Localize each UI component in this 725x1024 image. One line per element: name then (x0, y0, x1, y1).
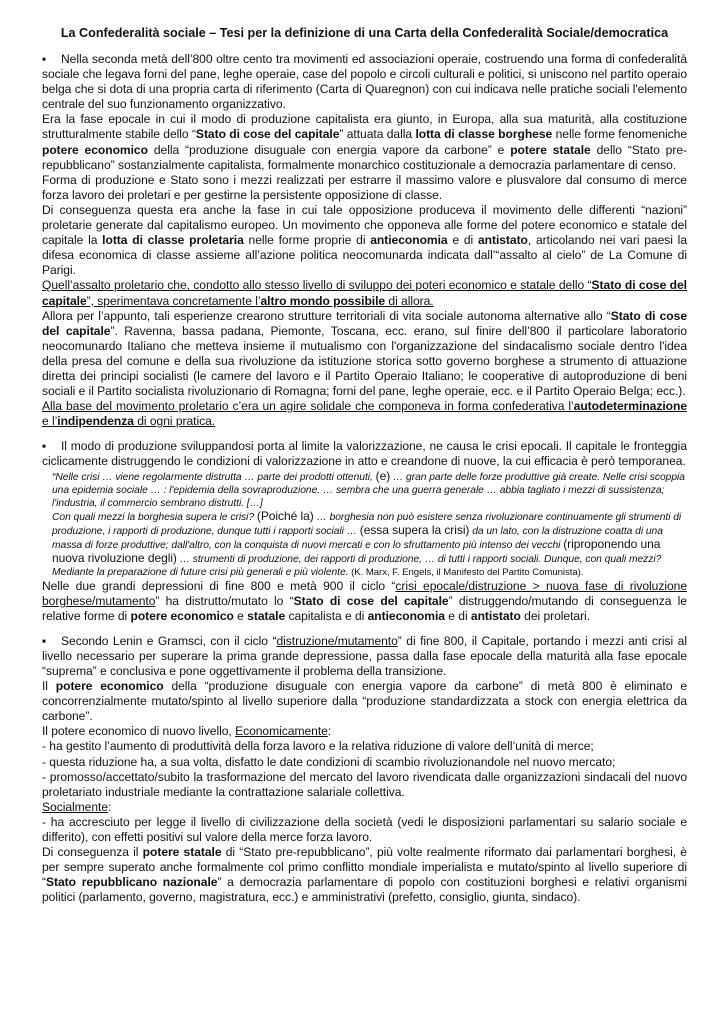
document-page (42, 26, 687, 906)
quote-source: (K. Marx, F. Engels, il Manifesto del Partito Comunista). (348, 566, 584, 578)
paragraph: Il potere economico di nuovo livello, Economicamente: (42, 724, 332, 739)
list-item: - questa riduzione ha, a sua volta, disfatto le date condizioni di scambio rivoluzionandole nel nuovo mercato; (42, 754, 616, 769)
paragraph: Di conseguenza questa era anche la fase in cui tale opposizione produceva il movimento delle differenti “nazioni” proletarie generate dal capitalismo europeo. Un movimento che opponeva alle forme del potere economico e statale del capitale la lotta di classe proletaria nelle forme proprie di antieconomia e di antistato, articolando nei vari paesi la difesa economica di classe assieme all’azione politica neocomunarda indicata dall’“assalto al cielo” de La Comune di Parigi. (42, 202, 687, 278)
paragraph-underlined: Quell’assalto proletario che, condotto allo stesso livello di sviluppo dei poteri economico e statale dello “Stato di cose del capitale”, sperimentava concretamente l’altro mondo possibile di allora. (42, 278, 687, 308)
paragraph: Forma di produzione e Stato sono i mezzi realizzati per estrarre il massimo valore e plusvalore dal consumo di merce forza lavoro dei proletari e per gestirne la persistente opposizione di classe. (42, 172, 687, 202)
list-item: - promosso/accettato/subito la trasformazione del mercato del lavoro rivendicata dalle organizzazioni sindacali del nuovo proletariato industriale mediante la contrattazione salariale collettiva. (42, 769, 687, 799)
paragraph: ▪ Nella seconda metà dell’800 oltre cento tra movimenti ed associazioni operaie, costruendo una forma di confederalità sociale che legava forni del pane, leghe operaie, case del popolo e circoli culturali e politici, si uniscono nel partito operaio belga che si dota di una propria carta di riferimento (Carta di Quaregnon) con cui indicava nelle pratiche sociali l'elemento centrale del suo funzionamento organizzativo. (42, 52, 687, 112)
bullet-icon: ▪ (42, 633, 47, 648)
bullet-icon: ▪ (42, 52, 47, 66)
paragraph: Socialmente: (42, 799, 112, 814)
document-title: La Confederalità sociale – Tesi per la definizione di una Carta della Confederalità Sociale/democratica (60, 26, 669, 40)
list-item: - ha accresciuto per legge il livello di civilizzazione della società (vedi le disposizioni parlamentari su salario sociale e differito), con effetti positivi sul valore della merce forza lavoro. (42, 814, 687, 845)
paragraph: Nelle due grandi depressioni di fine 800 e metà 900 il ciclo “crisi epocale/distruzione > nuova fase di rivoluzione borghese/mutamento” ha distrutto/mutato lo “Stato di cose del capitale” distruggendo/mutando di conseguenza le relative forme di potere economico e statale capitalista e di antieconomia e di antistato dei proletari. (42, 578, 687, 623)
paragraph: Di conseguenza il potere statale di “Stato pre-repubblicano”, più volte realmente riformato dai parlamentari borghesi, è per sempre superato anche formalmente col primo conflitto mondiale imperialista e mutato/spinto al livello superiore di “Stato repubblicano nazionale” a democrazia parlamentare di popolo con costituzioni borghesi e relativi organismi politici (parlamento, governo, magistratura, ecc.) e amministrativi (prefetto, consiglio, giunta, sindaco). (42, 845, 687, 905)
paragraph: ▪ Secondo Lenin e Gramsci, con il ciclo “distruzione/mutamento” di fine 800, il Capitale, portando i mezzi anti crisi al livello necessario per superare la prima grande depressione, passa dalla fase epocale della maturità alla fase epocale “suprema” e conclusiva e pone oggettivamente il problema della transizione. (42, 633, 687, 678)
paragraph: Allora per l’appunto, tali esperienze crearono strutture territoriali di vita sociale autonoma alternative allo “Stato di cose del capitale”. Ravenna, bassa padana, Piemonte, Toscana, ecc. erano, sul finire dell’800 il particolare laboratorio neocomunardo Italiano che metteva insieme il mutualismo con l'organizzazione del sindacalismo sociale dentro l'idea della presa del comune e della sua rivoluzione da istituzione storica sotto governo borghese a strumento di attuazione diretta dei principi socialisti (le camere del lavoro e il Partito Operaio Italiano; le cooperative di autoproduzione di beni sociali e il Partito socialista rivoluzionario di Romagna; forni del pane, leghe operaie, ecc. e il Partito Operaio Belga; ecc.). (42, 308, 687, 399)
paragraph: Il potere economico della “produzione disuguale con energia vapore da carbone” di metà 800 è eliminato e concorrenzialmente mutato/spinto al livello superiore dalla “produzione standardizzata a stock con energia elettrica da carbone”. (42, 679, 687, 724)
bullet-icon: ▪ (42, 439, 47, 454)
paragraph-underlined: Alla base del movimento proletario c’era un agire solidale che componeva in forma confederativa l’autodeterminazione e l’indipendenza di ogni pratica. (42, 399, 687, 429)
list-item: - ha gestito l’aumento di produttività della forza lavoro e la relativa riduzione di valore dell’unità di merce; (42, 739, 594, 754)
paragraph: ▪ Il modo di produzione sviluppandosi porta al limite la valorizzazione, ne causa le crisi epocali. Il capitale le fronteggia ciclicamente distruggendo le condizioni di valorizzazione in atto e creandone di nuove, la cui efficacia è però temporanea. (42, 439, 687, 469)
quotation-block: “Nelle crisi … viene regolarmente distrutta … parte dei prodotti ottenuti, (e) … gran parte delle forze produttive già create. Nelle crisi scoppia una epidemia sociale … : l'epidemia della sovraproduzione. … sembra che una guerra generale … abbia tagliato i mezzi di sussistenza; l'industria, il commercio sembrano distrutti. […] Con quali mezzi la borghesia supera le crisi? (Poiché la) … borghesia non può esistere senza rivoluzionare continuamente gli strumenti di produzione, i rapporti di produzione, dunque tutti i rapporti sociali … (essa supera la crisi) da un lato, con la distruzione coatta di una massa di forze produttive; dall'altro, con la conquista di nuovi mercati e con lo sfruttamento più intenso dei vecchi (riproponendo una nuova rivoluzione degli) … strumenti di produzione, dei rapporti di produzione, … di tutti i rapporti sociali. Dunque, con quali mezzi? Mediante la preparazione di future crisi più generali e più violente. (K. Marx, F. Engels, il Manifesto del Partito Comunista). (52, 468, 685, 578)
paragraph: Era la fase epocale in cui il modo di produzione capitalista era giunto, in Europa, alla sua maturità, alla costituzione strutturalmente stabile dello “Stato di cose del capitale” attuata dalla lotta di classe borghese nelle forme fenomeniche potere economico della “produzione disuguale con energia vapore da carbone” e potere statale dello “Stato pre-repubblicano” sostanzialmente capitalista, formalmente monarchico costituzionale a democrazia parlamentare di censo. (42, 112, 688, 172)
